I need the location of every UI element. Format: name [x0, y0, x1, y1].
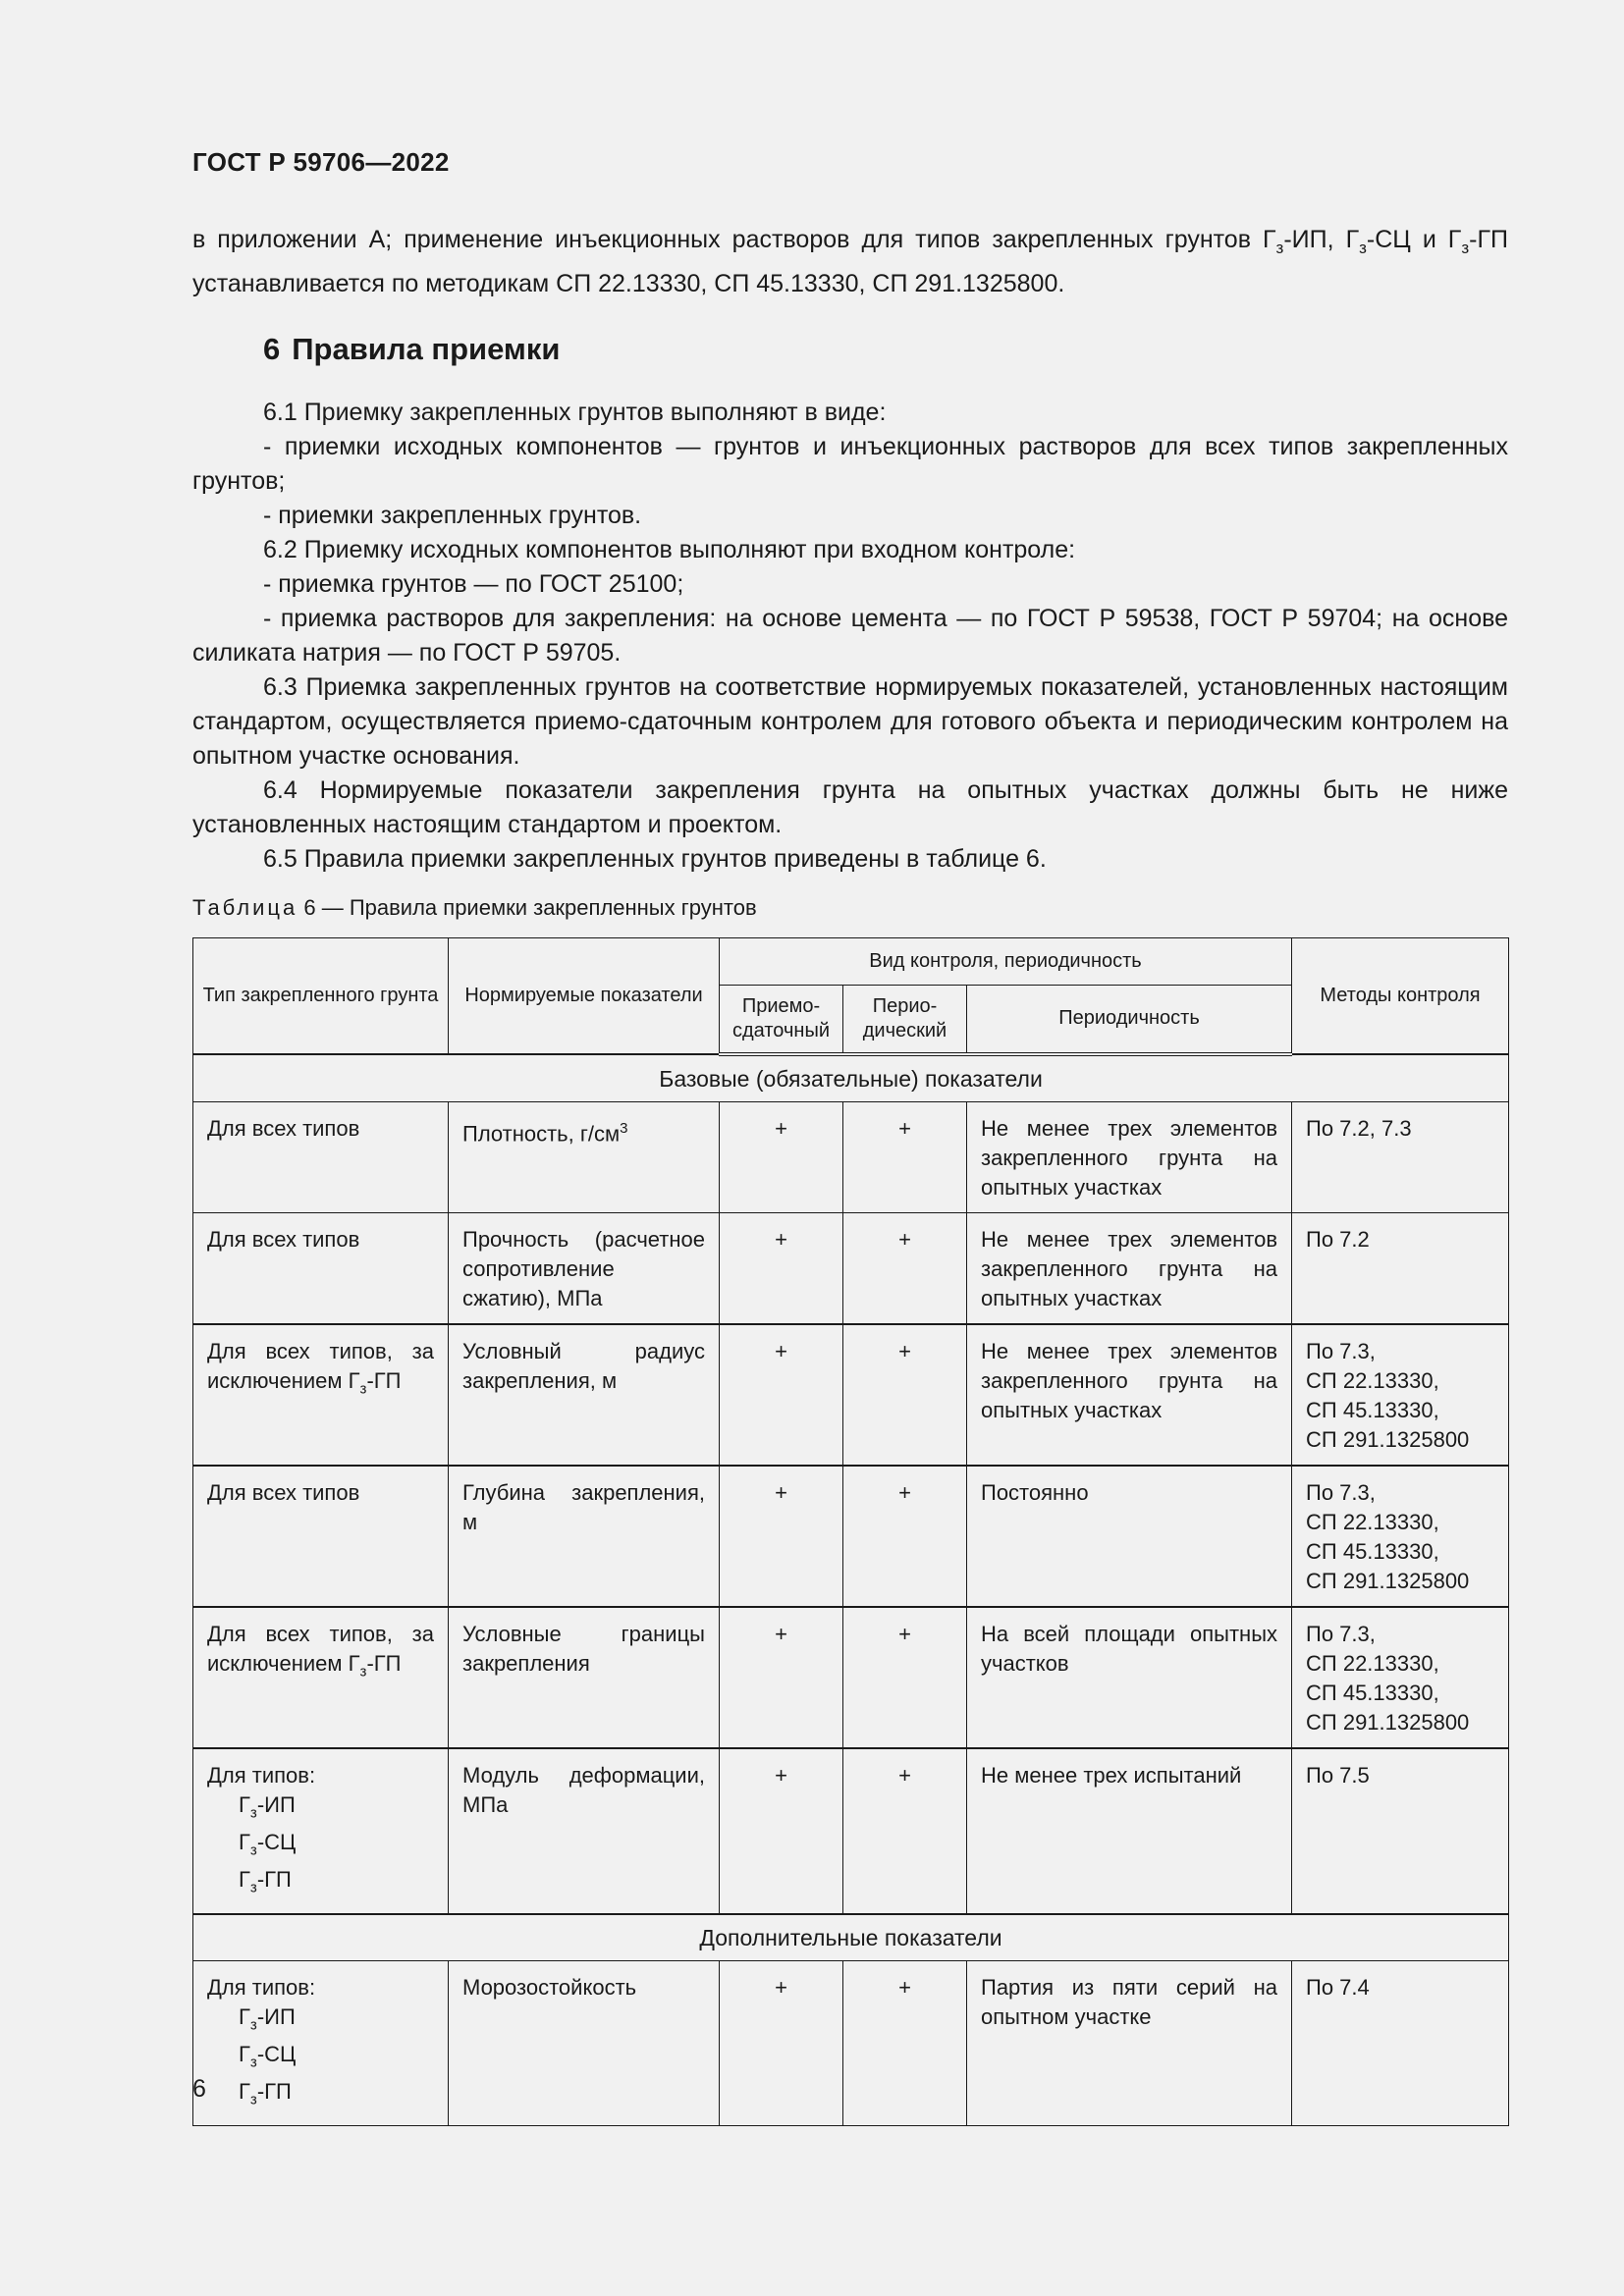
acceptance-rules-table — [192, 937, 1509, 2126]
paragraph-6-3: 6.3 Приемка закрепленных грунтов на соответствие нормируемых показателей, установленных настоящим стандартом, осуществляется приемо-сдаточным контролем для готового объекта и периодическим контролем на опытном участке основания. — [192, 673, 1508, 770]
header-periodic: Перио-дический — [843, 986, 967, 1054]
intro-paragraph: в приложении А; применение инъекционных растворов для типов закрепленных грунтов $Г_з-ИП$, $Г_з-СЦ$ и $Г_з-ГП$ устанавливается по методикам СП 22.13330, СП 45.13330, СП 291.1325800. — [192, 226, 1508, 297]
table-row: Для типов: $Г_з-ИП$ $Г_з-СЦ$ $Г_з-ГП$ Модуль деформации, МПа + + Не менее трех испытаний По 7.5 — [193, 1748, 1509, 1914]
table-caption: Таблица 6 — Правила приемки закрепленных грунтов — [192, 895, 757, 920]
table-row: Для всех типов, за исключением $Г_з-ГП$ Условный радиус закрепления, м + + Не менее трех элементов закрепленного грунта на опытных участках По 7.3, СП 22.13330, СП 45.13330, СП 291.1325800 — [193, 1324, 1509, 1466]
header-periodicity: Периодичность — [967, 986, 1292, 1054]
section-body — [192, 396, 1508, 877]
document-header: ГОСТ Р 59706—2022 — [192, 147, 450, 177]
page-number: 6 — [192, 2075, 206, 2103]
header-soil-type: Тип закрепленного грунта — [193, 938, 449, 1054]
paragraph-6-5: 6.5 Правила приемки закрепленных грунтов приведены в таблице 6. — [263, 845, 1047, 873]
paragraph-6-4: 6.4 Нормируемые показатели закрепления грунта на опытных участках должны быть не ниже установленных настоящим стандартом и проектом. — [192, 776, 1508, 838]
group-basic-indicators: Базовые (обязательные) показатели — [193, 1054, 1509, 1102]
table-row: Для всех типов Плотность, $г/см^3$ + + Не менее трех элементов закрепленного грунта на опытных участках По 7.2, 7.3 — [193, 1101, 1509, 1212]
section-title — [263, 332, 560, 367]
table-row: Для всех типов, за исключением $Г_з-ГП$ Условные границы закрепления + + На всей площади опытных участков По 7.3, СП 22.13330, СП 45.13330, СП 291.1325800 — [193, 1607, 1509, 1748]
list-item: - приемки исходных компонентов — грунтов и инъекционных растворов для всех типов закрепленных грунтов; — [192, 433, 1508, 495]
list-item: - приемки закрепленных грунтов. — [263, 502, 642, 529]
header-indicators: Нормируемые показатели — [449, 938, 720, 1054]
paragraph-6-2: 6.2 Приемку исходных компонентов выполняют при входном контроле: — [263, 536, 1076, 563]
paragraph-6-1: 6.1 Приемку закрепленных грунтов выполняют в виде: — [263, 399, 887, 426]
table-row: Для всех типов Глубина закрепления, м + + Постоянно По 7.3, СП 22.13330, СП 45.13330, СП 291.1325800 — [193, 1466, 1509, 1607]
table-row: Для типов: $Г_з-ИП$ $Г_з-СЦ$ $Г_з-ГП$ Морозостойкость + + Партия из пяти серий на опытном участке По 7.4 — [193, 1960, 1509, 2125]
group-additional-indicators: Дополнительные показатели — [193, 1914, 1509, 1961]
section-number: 6 — [263, 332, 281, 366]
list-item: - приемка грунтов — по ГОСТ 25100; — [263, 570, 684, 598]
list-item: - приемка растворов для закрепления: на основе цемента — по ГОСТ Р 59538, ГОСТ Р 59704; на основе силиката натрия — по ГОСТ Р 59705. — [192, 605, 1508, 667]
table-row: Для всех типов Прочность (расчетное сопротивление сжатию), МПа + + Не менее трех элементов закрепленного грунта на опытных участках По 7.2 — [193, 1212, 1509, 1324]
header-methods: Методы контроля — [1292, 938, 1509, 1054]
header-acceptance: Приемо-сдаточный — [720, 986, 843, 1054]
section-heading: Правила приемки — [292, 332, 561, 366]
document-page — [192, 0, 1508, 2296]
header-control-type: Вид контроля, периодичность — [720, 938, 1292, 986]
